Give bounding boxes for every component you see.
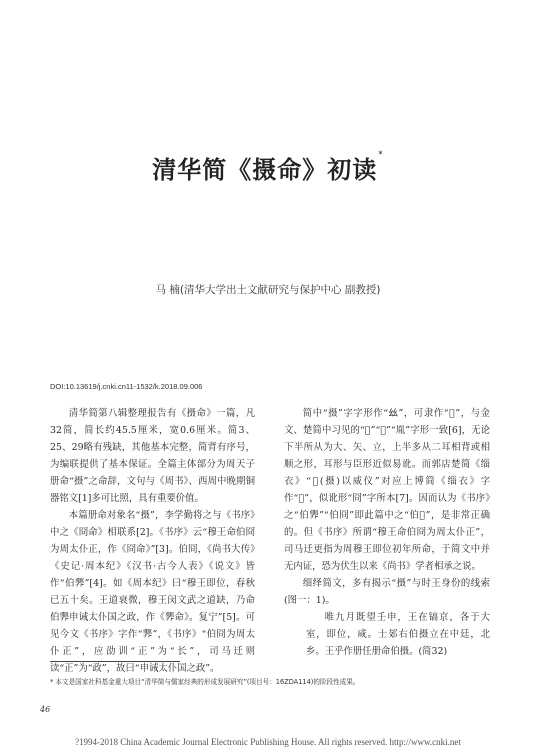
- footnote-divider: [50, 661, 180, 662]
- article-title: [0, 150, 536, 185]
- title-text: 清华简《摄命》初读: [152, 156, 378, 184]
- title-footnote-mark: *: [378, 150, 384, 160]
- paragraph: 本篇册命对象名“摄”，李学勤将之与《书序》中之《冏命》相联系[2]。《书序》云“穆王命伯冏为周太仆正，作《冏命》”[3]。伯冏，《尚书大传》《史记·周本纪》《汉书·古今人表》《说文》皆作“伯臩”[4]。如《周本纪》曰“穆王即位，春秋已五十矣。王道衰微，穆王闵文武之道缺，乃命伯臩申诫太仆国之政，作《臩命》。复宁”[5]。可见今文《书序》字作“臩”，《书序》“伯冏为周太仆正”，应劭训“正”为“长”，司马迁则读“正”为“政”，故曰“申诫太仆国之政”。: [50, 510, 255, 674]
- footnote-mark: *: [50, 678, 54, 686]
- doi: DOI:10.13619/j.cnki.cn11-1532/k.2018.09.006: [50, 382, 203, 391]
- page-number: 46: [40, 705, 51, 714]
- body-column-left: [50, 405, 255, 677]
- paragraph: 简中“摄”字字形作“𢆶”，可隶作“𤔎”，与金文、楚简中习见的“𦔻”“𦘜”“𦚯”字形一致[6]，无论下半所从为大、矢、立，上半多从二耳相背或相顺之形，耳形与臣形近似易讹。而郭店楚简《缁衣》“𤔎(摄)以威仪”对应上博简《缁衣》字作“𦘜”，似讹形“冏”字所本[7]。因而认为《书序》之“伯臩”“伯冏”即此篇中之“伯𤔎”，是非常正确的。但《书序》所谓“穆王命伯冏为周太仆正”，司马迁更指为周穆王即位初年所命，于简文中并无内证，恐为伏生以来《尚书》学者相承之说。: [284, 408, 490, 572]
- paragraph: 清华简第八辑整理报告有《摄命》一篇，凡32简，简长约45.5厘米，宽0.6厘米。简3、25、29略有残缺，其他基本完整，简背有序号，为编联提供了基本保证。全篇主体部分为周天子册命“摄”之命辞，文句与《周书》、西周中晚期铜器铭文[1]多可比照，具有重要价值。: [50, 408, 255, 504]
- paragraph: 细绎简文，多有揭示“摄”与时王身份的线索(图一：1)。: [284, 578, 490, 606]
- copyright-notice: ?1994-2018 China Academic Journal Electronic Publishing House. All rights reserved. http://www.cnki.net: [75, 737, 461, 747]
- block-quote: 唯九月既望壬申，王在镐京，各于大室，即位，咸。士𨙸右伯摄立在中廷，北乡。王乎作册任册命伯摄。(简32): [306, 612, 490, 657]
- author-line: 马 楠(清华大学出土文献研究与保护中心 副教授): [155, 284, 381, 296]
- footnote: [50, 676, 360, 686]
- body-column-right: [284, 405, 490, 660]
- footnote-text: 本文是国家社科基金重大项目“清华简与儒家经典的形成发展研究”(项目号：16ZDA114)的阶段性成果。: [55, 678, 360, 686]
